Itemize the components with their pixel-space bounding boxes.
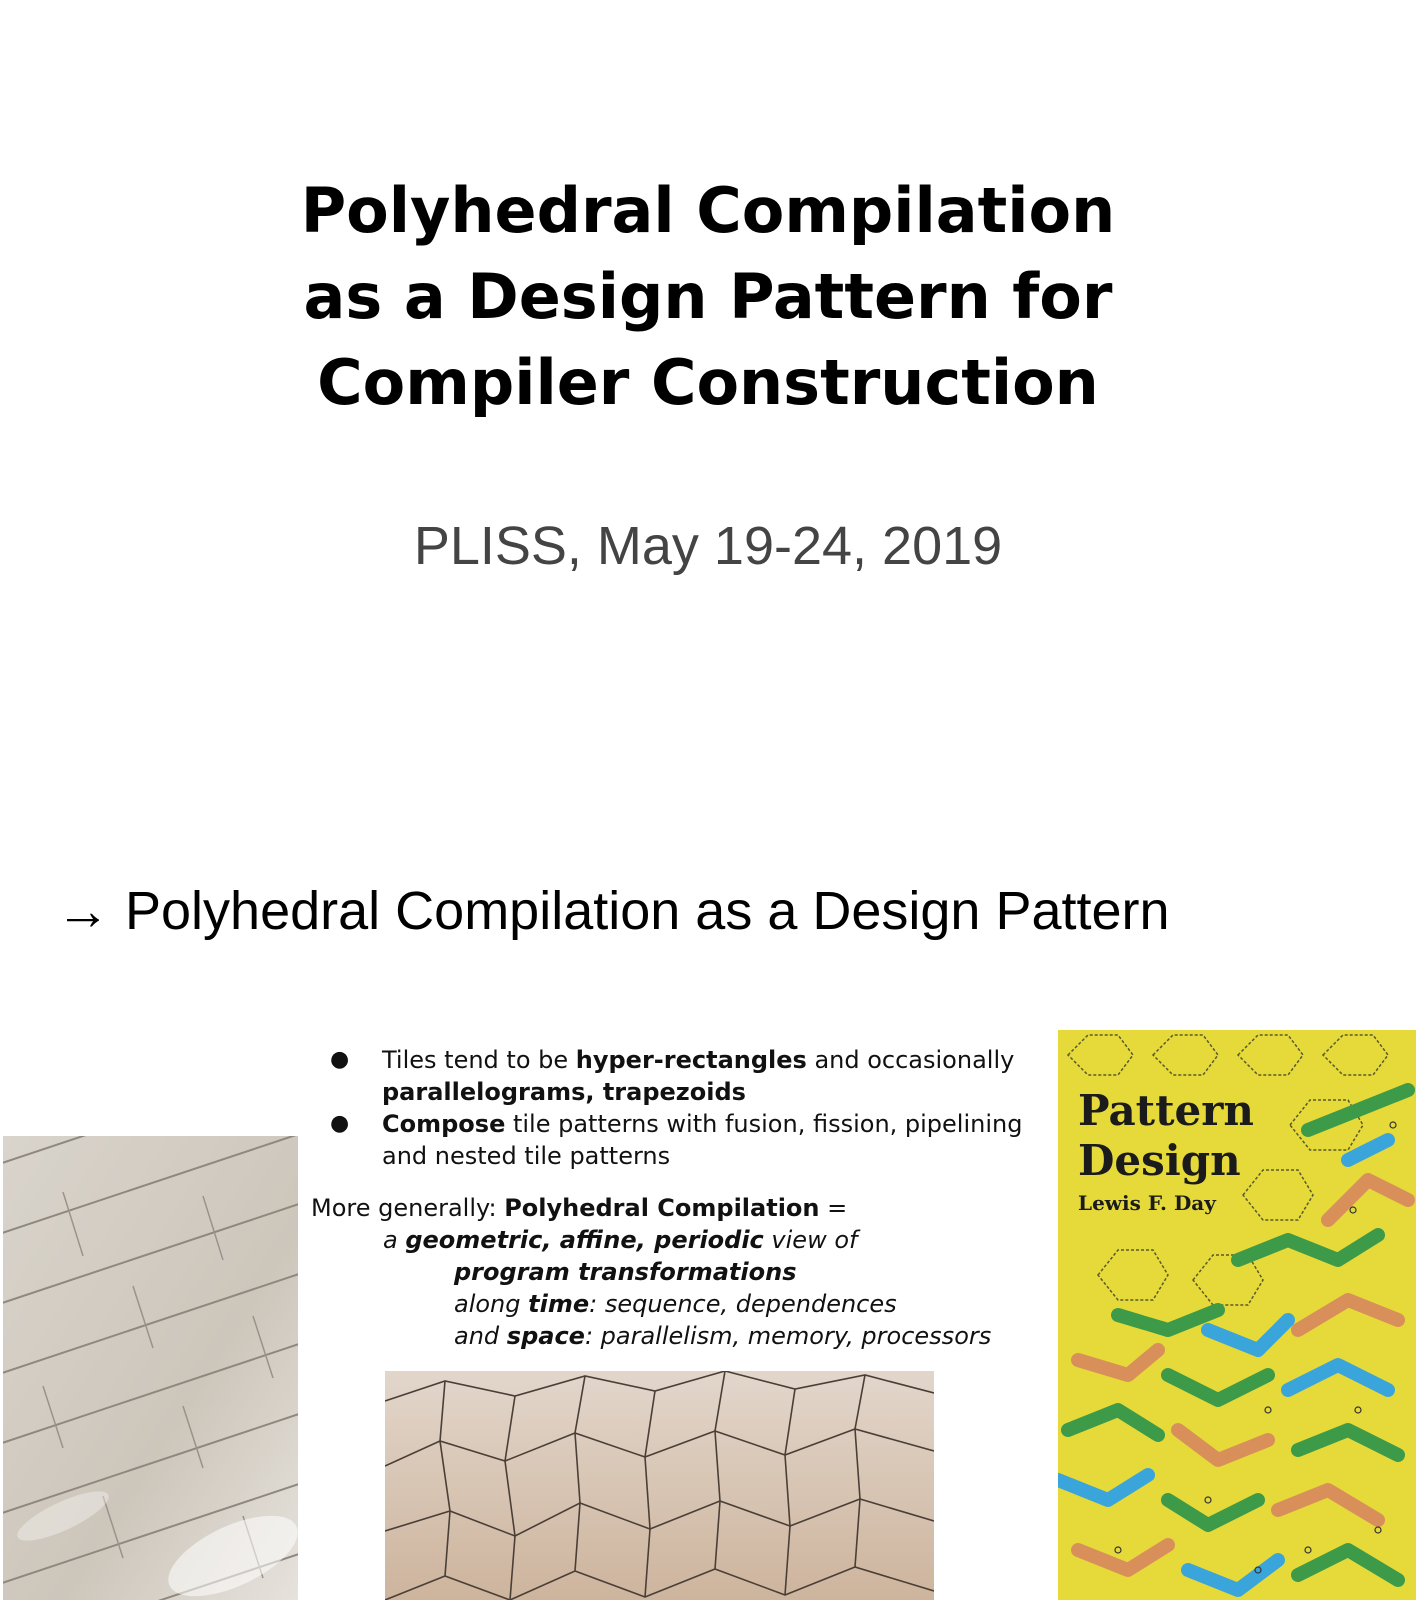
definition-emphasis: program transformations [454,1258,797,1286]
bullet-item [330,1044,1050,1108]
definition-term: Polyhedral Compilation [504,1194,820,1222]
bullet-item [330,1108,1050,1172]
definition-line-3 [311,1288,1031,1320]
bullet-emphasis: Compose [382,1110,506,1138]
section-heading: → Polyhedral Compilation as a Design Pattern [56,881,1170,941]
definition-emphasis: geometric, affine, periodic [405,1226,764,1254]
bullet-text: and occasionally [806,1046,1015,1074]
definition-text: along [454,1290,529,1318]
definition-prefix: More generally: [311,1194,505,1222]
bullet-emphasis: parallelograms, trapezoids [382,1078,746,1106]
bullet-dot: ● [330,1111,350,1136]
definition-equals: = [819,1194,848,1222]
definition-block [311,1192,1031,1352]
slide-title-line-1: Polyhedral Compilation [300,174,1116,247]
book-author: Lewis F. Day [1078,1191,1216,1215]
slide-subtitle: PLISS, May 19-24, 2019 [413,516,1003,576]
book-cover-image [1058,1030,1416,1600]
definition-text: and [454,1322,507,1350]
bullet-emphasis: hyper-rectangles [575,1046,807,1074]
slide-title-line-3: Compiler Construction [317,346,1099,419]
slide-title [0,168,1416,426]
definition-text: view of [763,1226,858,1254]
definition-text: : parallelism, memory, processors [584,1322,992,1350]
plank-floor-photo [3,1136,298,1600]
definition-line-2 [311,1256,1031,1288]
pentagon-floor-photo [385,1371,934,1600]
definition-emphasis: space [506,1322,585,1350]
bullet-text: tile patterns with fusion, fission, pipelining and nested tile patterns [382,1110,1023,1170]
definition-line-0 [311,1192,1031,1224]
slide-title-line-2: as a Design Pattern for [303,260,1113,333]
definition-line-1 [311,1224,1031,1256]
definition-text: : sequence, dependences [589,1290,897,1318]
definition-emphasis: time [528,1290,590,1318]
book-title-line-1: Pattern [1078,1086,1254,1135]
definition-text: a [383,1226,406,1254]
book-title-line-2: Design [1078,1136,1241,1185]
bullet-dot: ● [330,1047,350,1072]
definition-line-4 [311,1320,1031,1352]
bullet-list [330,1044,1050,1172]
bullet-text: Tiles tend to be [382,1046,576,1074]
